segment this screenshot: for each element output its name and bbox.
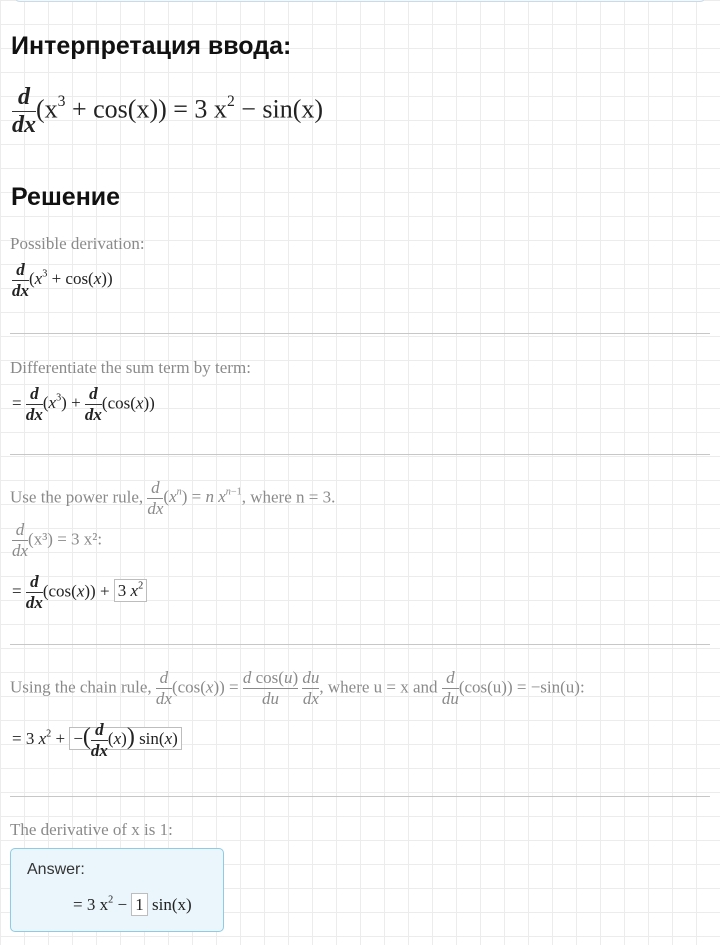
divider xyxy=(10,796,710,797)
step-4-text-post: (cos(u)) = −sin(u): xyxy=(458,677,585,697)
step-2-expression: = $\frac{d}{dx}$ $(x^3)$ + $\frac{d}{dx}$ (cos(x)) xyxy=(12,384,155,424)
answer-expression xyxy=(73,895,192,915)
input-exp: 3 xyxy=(57,92,66,110)
divider xyxy=(10,644,710,645)
input-left: (x xyxy=(36,94,58,124)
divider xyxy=(10,333,710,334)
step-4-text-mid: , where u = x and xyxy=(319,677,438,697)
step-4-text-pre: Using the chain rule, xyxy=(10,677,152,697)
step-1-expression: $\frac{d}{dx}$ $(x^3 + \cos(x))$ xyxy=(12,260,113,300)
answer-label: Answer: xyxy=(27,861,85,878)
step-3-text-pre: Use the power rule, xyxy=(10,487,144,507)
answer-post: sin(x) xyxy=(147,895,192,914)
input-dx: dx xyxy=(12,112,36,138)
step-3-sub-text: (x³) = 3 x²: xyxy=(28,529,103,549)
divider xyxy=(10,454,710,455)
top-panel-edge xyxy=(14,0,706,2)
input-mid: + cos(x)) = 3 x xyxy=(65,94,227,124)
input-d: d xyxy=(18,84,30,110)
solution-heading: Решение xyxy=(11,183,121,211)
step-1-text: Possible derivation: xyxy=(10,234,145,253)
step-3-text-post: , where n = 3. xyxy=(241,487,336,507)
answer-exp: 2 xyxy=(108,894,114,906)
step-2-text: Differentiate the sum term by term: xyxy=(10,358,251,377)
input-right: − sin(x) xyxy=(234,94,324,124)
step-4-expression: = 3 $x^2$ + −( $\frac{d}{dx}$ (x)) sin(x) xyxy=(12,720,182,761)
answer-boxed: 1 xyxy=(131,893,148,916)
answer-box xyxy=(10,848,224,932)
step-3-text: Use the power rule, $\frac{d}{dx}$ $(x^n) = n$ $x^{n-1}$, where n = 3. xyxy=(10,478,336,518)
answer-minus: − xyxy=(113,895,132,914)
input-expression xyxy=(12,84,323,139)
input-interpretation-heading: Интерпретация ввода: xyxy=(11,32,292,60)
step-3-sub: $\frac{d}{dx}$ (x³) = 3 x²: xyxy=(12,520,103,560)
step-4-text: Using the chain rule, $\frac{d}{dx}$ (cos(x)) = $\frac{\text{d cos(u)}}{du}$ $\frac{du}{dx}$ , where u = x and $\frac{d}{du}$ (cos(u)) = −sin(u): xyxy=(10,668,585,708)
step-3-expression: = $\frac{d}{dx}$ (cos(x)) + 3 $x^2$ xyxy=(12,572,147,613)
answer-pre: = 3 x xyxy=(73,895,109,914)
input-exp2: 2 xyxy=(226,92,235,110)
step-5-text: The derivative of x is 1: xyxy=(10,820,173,839)
